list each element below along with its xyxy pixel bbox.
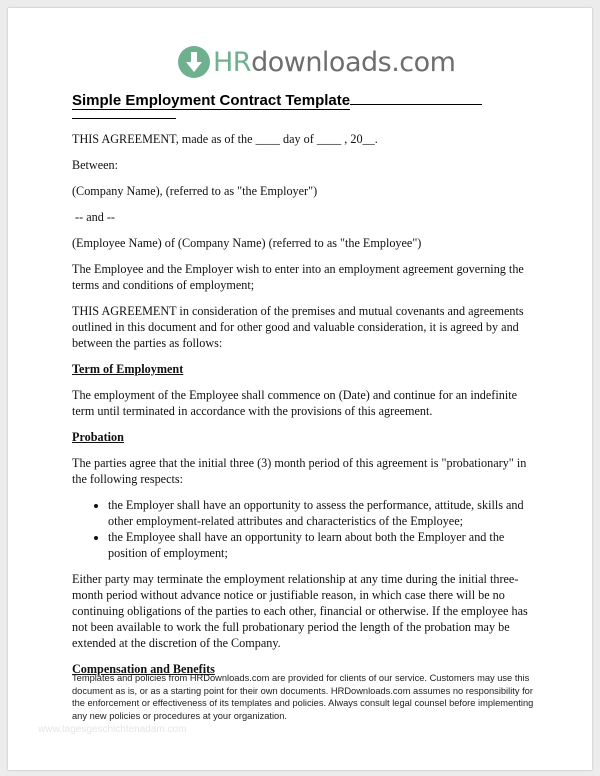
probation-list bbox=[72, 497, 542, 561]
consideration-paragraph: THIS AGREEMENT in consideration of the premises and mutual covenants and agreements outlined in this document and for other good and valuable consideration, it is agreed by and between the parties as follows: bbox=[72, 304, 524, 350]
logo-text: HRdownloads.com bbox=[213, 46, 456, 78]
document-body bbox=[72, 131, 542, 687]
term-heading: Term of Employment bbox=[72, 362, 184, 376]
compensation-heading: Compensation and Benefits bbox=[72, 662, 215, 676]
footer-disclaimer: Templates and policies from HRDownloads.com are provided for clients of our service. Customers may use this document as is, or as a starting point for their own documents. HRDownloads.com assumes no responsibility for the enforcement or effectiveness of its templates and policies. Always consult legal counsel before implementing any new policies or procedures at your organization. bbox=[72, 673, 534, 721]
intro-paragraph: THIS AGREEMENT, made as of the ____ day of ____ , 20__. bbox=[72, 132, 378, 146]
term-paragraph: The employment of the Employee shall commence on (Date) and continue for an indefinite term until terminated in accordance with the provisions of this agreement. bbox=[72, 388, 518, 418]
company-paragraph: (Company Name), (referred to as "the Employer") bbox=[72, 184, 318, 198]
employee-paragraph: (Employee Name) of (Company Name) (referred to as "the Employee") bbox=[72, 236, 422, 250]
watermark-text: www.tagesgeschichtenadam.com bbox=[38, 724, 187, 735]
wish-paragraph: The Employee and the Employer wish to enter into an employment agreement governing the terms and conditions of employment; bbox=[72, 262, 524, 292]
between-paragraph: Between: bbox=[72, 158, 119, 172]
probation-heading: Probation bbox=[72, 430, 124, 444]
hrdownloads-logo bbox=[178, 46, 455, 78]
document-title: Simple Employment Contract Template bbox=[72, 90, 482, 109]
probation-paragraph: The parties agree that the initial three (3) month period of this agreement is "probationary" in the following respects: bbox=[72, 456, 527, 486]
and-paragraph: -- and -- bbox=[72, 210, 115, 224]
download-arrow-icon bbox=[178, 46, 210, 78]
probation-termination-paragraph: Either party may terminate the employment relationship at any time during the initial three-month period without advance notice or justifiable reason, in which case there will be no continuing obligations of the parties to each other, financial or otherwise. If the employee has not been available to work the full probationary period the length of the probation may be extended at the discretion of the Company. bbox=[72, 572, 528, 650]
title-underline bbox=[72, 118, 176, 119]
list-item: • the Employer shall have an opportunity to assess the performance, attitude, skills and other employment-related attributes and characteristics of the Employee; bbox=[108, 497, 542, 529]
list-item: • the Employee shall have an opportunity to learn about both the Employer and the position of employment; bbox=[108, 529, 542, 561]
document-page bbox=[8, 8, 592, 770]
